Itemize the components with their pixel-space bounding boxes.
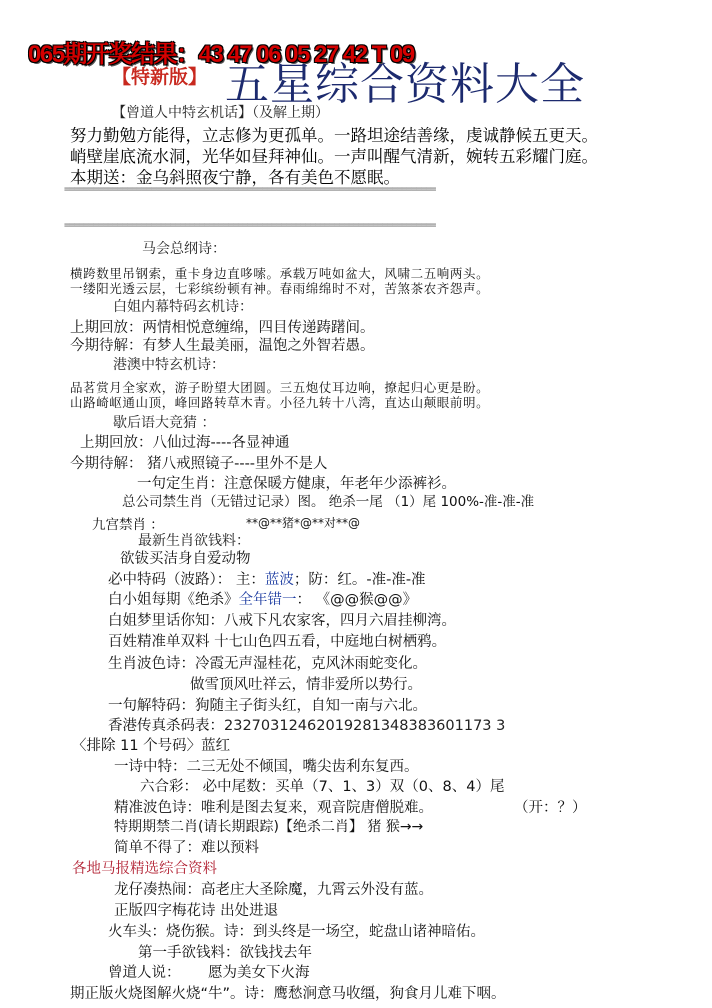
baijie-neimu-current: 今期待解：有梦人生最美丽，温饱之外智若愚。 — [70, 338, 375, 354]
xianggang-value: 23270312462019281348383601173 3 — [224, 718, 506, 734]
jingzhun-line: 精准波色诗：唯利是图去复来，观音院唐僧脱难。 — [114, 800, 433, 816]
gedi-huoshao: 期正版火烧图解火烧“牛”。诗：鹰愁涧意马收缰，狗食月儿难下咽。 — [70, 986, 506, 1002]
bizhong-main: 蓝波 — [264, 572, 294, 588]
zengdaoren-line-2: 峭壁崖底流水洞，光华如昼拜神仙。一声叫醒气清新，婉转五彩耀门庭。 — [70, 147, 598, 166]
divider-1: ============================================================================= — [64, 184, 436, 195]
gedi-diyishou: 第一手欲钱料：欲钱找去年 — [138, 945, 312, 961]
gangao-line-2: 山路崎岖通山顶，峰回路转草木青。小径九转十八湾，直达山颠眼前明。 — [70, 395, 490, 410]
bizhong-prefix: 必中特码（波路）： 主： — [108, 572, 265, 588]
baixiaojie-prefix: 白小姐每期《绝杀》 — [108, 592, 239, 608]
shengxiao-bose-1: 生肖波色诗：冷霞无声湿桂花，克风沐雨蛇变化。 — [108, 656, 427, 672]
baijie-meng: 白姐梦里话你知：八戒下凡农家客，四月六眉挂柳湾。 — [108, 613, 456, 629]
xiehouyu-current: 今期待解： 猪八戒照镜子----里外不是人 — [70, 456, 328, 472]
xiehouyu-last: 上期回放：八仙过海----各显神通 — [80, 435, 290, 451]
zengdaoren-line-1: 努力勤勉方能得，立志修为更孤单。一路坦途结善缘，虔诚静候五更天。 — [70, 126, 598, 145]
mahui-heading: 马会总纲诗： — [142, 241, 226, 257]
gedi-huoche: 火车头：烧伤猴。诗：到头终是一场空，蛇盘山诸神暗佑。 — [108, 924, 485, 940]
baixiaojie-line — [108, 588, 417, 609]
gangao-heading: 港澳中特玄机诗： — [113, 357, 225, 373]
divider-2: ============================================================================= — [64, 220, 436, 231]
jiandan-line: 简单不得了：难以预料 — [114, 840, 259, 856]
kai-label: （开：？） — [514, 800, 587, 816]
gedi-zengdaoren-label: 曾道人说： — [108, 965, 181, 981]
gedi-heading: 各地马报精选综合资料 — [72, 861, 217, 877]
jiugong-value: **@**猪*@**对**@ — [246, 516, 361, 530]
zonggongsi-line: 总公司禁生肖（无错过记录）图。 绝杀一尾 （1）尾 100%-准-准-准 — [122, 494, 535, 510]
baixiaojie-suffix: ： 《@@猴@@》 — [296, 592, 418, 608]
xiehouyu-heading: 歇后语大竞猜 ： — [113, 415, 216, 431]
bizhong-line — [108, 568, 426, 589]
baixiaojie-mid: 全年错一 — [238, 592, 297, 608]
yishi-line: 一诗中特：二三无处不倾国，嘴尖齿利东复西。 — [114, 759, 419, 775]
page-title: 五星综合资料大全 — [225, 59, 585, 110]
zengdaoren-heading: 【曾道人中特玄机话】（及解上期） — [112, 105, 329, 121]
gangao-line-1: 品茗赏月全家欢，游子盼望大团圆。三五炮仗耳边响，撩起归心更是盼。 — [70, 380, 490, 395]
yiju-jie: 一句解特码：狗随主子街头红，自知一南与六北。 — [108, 698, 427, 714]
bizhong-suffix: ；防：红。-准-准-准 — [293, 572, 426, 588]
gedi-longzai: 龙仔凑热闹：高老庄大圣除魔，九霄云外没有蓝。 — [114, 882, 433, 898]
yiju-shengxiao: 一句定生肖：注意保暖方健康，年老年少添裤衫。 — [137, 476, 456, 492]
baijie-neimu-heading: 白姐内幕特码玄机诗： — [113, 299, 253, 315]
zengdaoren-line-3: 本期送：金乌斜照夜宁静，各有美色不愿眠。 — [70, 168, 400, 187]
mahui-line-1: 横跨数里吊钢索，重卡身边直哆嗦。承载万吨如盆大，风啸二五响两头。 — [70, 266, 490, 281]
gedi-meihua: 正版四字梅花诗 出处进退 — [114, 903, 279, 919]
baijie-neimu-last: 上期回放：两情相悦意缠绵，四目传递踌躇间。 — [70, 320, 375, 336]
xianggang-label: 香港传真杀码表： — [108, 718, 224, 734]
gedi-zengdaoren-value: 愿为美女下火海 — [208, 965, 310, 981]
draw-result-banner: 065期开奖结果：43 47 06 05 27 42 T 09 — [28, 41, 414, 68]
mahui-line-2: 一缕阳光透云层，七彩缤纷顿有神。春雨绵绵时不对，苦煞茶农齐怨声。 — [70, 281, 490, 296]
baixing-line: 百姓精准单双料 十七山色四五看，中庭地白树栖鸦。 — [108, 634, 447, 650]
teqi-line: 特期期禁二肖(请长期跟踪)【绝杀二肖】 猪 猴→→ — [114, 819, 424, 835]
xianggang-line — [108, 714, 505, 735]
paichu-line: 〈排除 11 个号码〉蓝红 — [72, 738, 231, 754]
zuixin-value: 欲钹买洁身自爱动物 — [120, 551, 251, 567]
edition-label: 【特新版】 — [112, 66, 208, 88]
jiugong-label: 九宫禁肖 ： — [92, 517, 164, 533]
shengxiao-bose-2: 做雪顶风吐祥云，情非爱所以势行。 — [190, 677, 422, 693]
liuhecai-line: 六合彩： 必中尾数：买单（7、1、3）双（0、8、4）尾 — [140, 779, 505, 795]
zuixin-heading: 最新生肖欲钱料： — [138, 533, 250, 549]
